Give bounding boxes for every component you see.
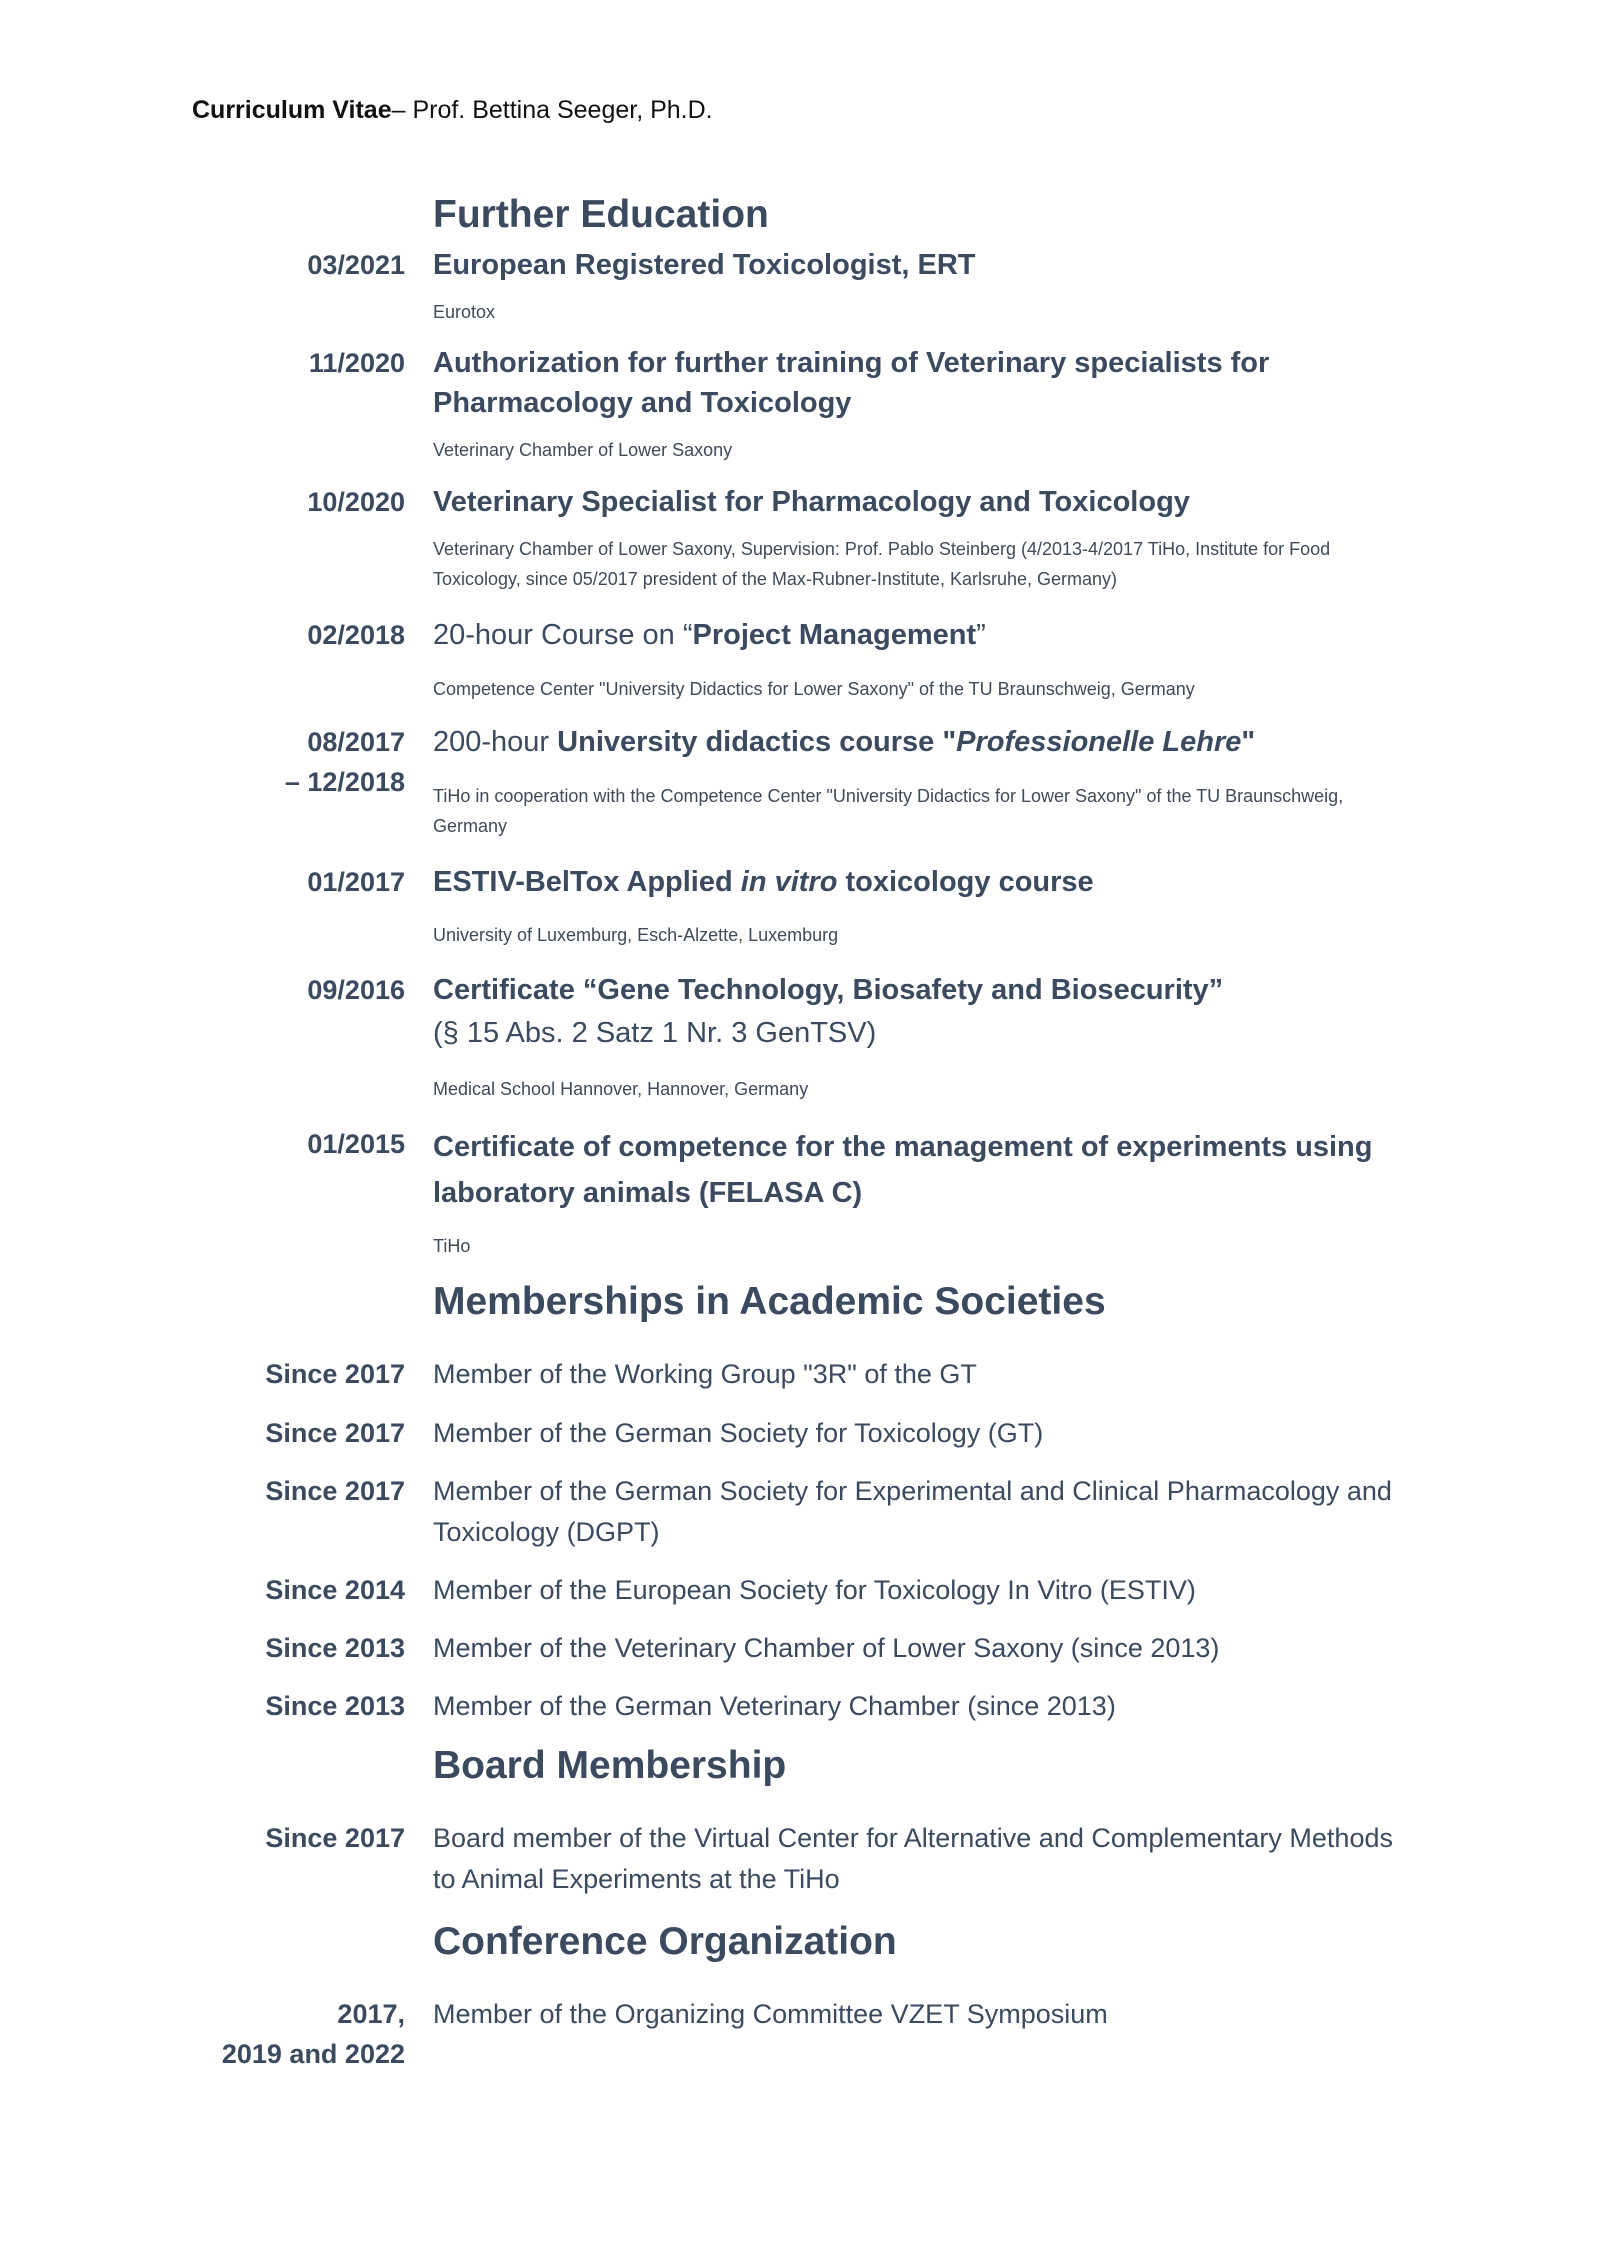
entry-detail: Eurotox — [433, 302, 496, 322]
title-part: ” — [976, 619, 986, 651]
entry-text: Member of the European Society for Toxicology In Vitro (ESTIV) — [433, 1575, 1196, 1605]
entry-detail: Veterinary Chamber of Lower Saxony — [433, 440, 733, 460]
page-header — [192, 96, 713, 125]
title-part: University didactics course " — [557, 726, 957, 758]
section-heading-memberships: Memberships in Academic Societies — [433, 1280, 1106, 1323]
entry-text: Member of the German Society for Toxicology (GT) — [433, 1418, 1044, 1448]
entry-date: 11/2020 — [308, 348, 405, 378]
entry-date: 03/2021 — [307, 250, 405, 280]
title-part: in vitro — [740, 866, 838, 898]
entry-title — [433, 970, 1413, 1056]
title-part: ESTIV-BelTox Applied — [433, 866, 741, 898]
title-part: toxicology course — [837, 866, 1094, 898]
entry-detail: Medical School Hannover, Hannover, Germany — [433, 1079, 809, 1099]
entry-text: Member of the Organizing Committee VZET Symposium — [433, 1999, 1108, 2029]
section-heading-conference: Conference Organization — [433, 1920, 897, 1963]
entry-detail: TiHo — [433, 1236, 471, 1256]
entry-title: Certificate of competence for the management of experiments using laboratory animals (FELASA C) — [433, 1131, 1373, 1209]
entry-text: Member of the Veterinary Chamber of Lower Saxony (since 2013) — [433, 1633, 1220, 1663]
entry-title — [433, 722, 1413, 762]
entry-date: Since 2017 — [265, 1418, 405, 1448]
entry-date: 02/2018 — [307, 620, 405, 650]
entry-text: Member of the German Society for Experimental and Clinical Pharmacology and Toxicology (DGPT) — [433, 1476, 1392, 1547]
title-part: 200-hour — [433, 726, 558, 758]
entry-subline: (§ 15 Abs. 2 Satz 1 Nr. 3 GenTSV) — [433, 1017, 877, 1049]
entry-detail: University of Luxemburg, Esch-Alzette, Luxemburg — [433, 925, 839, 945]
section-heading-board: Board Membership — [433, 1744, 787, 1787]
entry-date: Since 2013 — [265, 1691, 405, 1721]
entry-date: Since 2017 — [265, 1359, 405, 1389]
entry-date: 2017, 2019 and 2022 — [221, 1999, 405, 2069]
entry-title: European Registered Toxicologist, ERT — [433, 249, 976, 281]
entry-title: Veterinary Specialist for Pharmacology and Toxicology — [433, 486, 1190, 518]
entry-date: 01/2017 — [307, 867, 405, 897]
entry-date: Since 2017 — [265, 1476, 405, 1506]
entry-title — [433, 862, 1413, 902]
cv-person-name: – Prof. Bettina Seeger, Ph.D. — [391, 96, 713, 124]
entry-date: 01/2015 — [307, 1129, 405, 1159]
entry-title: Authorization for further training of Veterinary specialists for Pharmacology and Toxicology — [433, 347, 1270, 419]
entry-detail: Competence Center "University Didactics for Lower Saxony" of the TU Braunschweig, Germany — [433, 679, 1195, 699]
entry-date: Since 2017 — [265, 1823, 405, 1853]
entry-date: Since 2013 — [265, 1633, 405, 1663]
entry-date: Since 2014 — [265, 1575, 405, 1605]
entry-date: 08/2017 – 12/2018 — [284, 727, 405, 797]
entry-date: 09/2016 — [307, 975, 405, 1005]
title-part: Professionelle Lehre — [956, 726, 1242, 758]
entry-title-line: Certificate “Gene Technology, Biosafety and Biosecurity” — [433, 974, 1224, 1006]
entry-detail: Veterinary Chamber of Lower Saxony, Supervision: Prof. Pablo Steinberg (4/2013-4/2017 TiHo, Institute for Food Toxicology, since 05/2017 president of the Max-Rubner-Institute, Karlsruhe, Germany) — [433, 539, 1331, 589]
title-part: 20-hour Course on “ — [433, 619, 693, 651]
entry-detail: TiHo in cooperation with the Competence Center "University Didactics for Lower Saxony" of the TU Braunschweig, Germany — [433, 786, 1344, 836]
cv-label: Curriculum Vitae — [192, 96, 392, 124]
section-heading-further-education: Further Education — [433, 193, 769, 236]
entry-date: 10/2020 — [307, 487, 405, 517]
title-part: " — [1241, 726, 1256, 758]
title-part: Project Management — [692, 619, 977, 651]
entry-text: Board member of the Virtual Center for Alternative and Complementary Methods to Animal Experiments at the TiHo — [433, 1823, 1393, 1894]
entry-text: Member of the German Veterinary Chamber (since 2013) — [433, 1691, 1116, 1721]
entry-title — [433, 615, 1413, 655]
entry-text: Member of the Working Group "3R" of the GT — [433, 1359, 977, 1389]
